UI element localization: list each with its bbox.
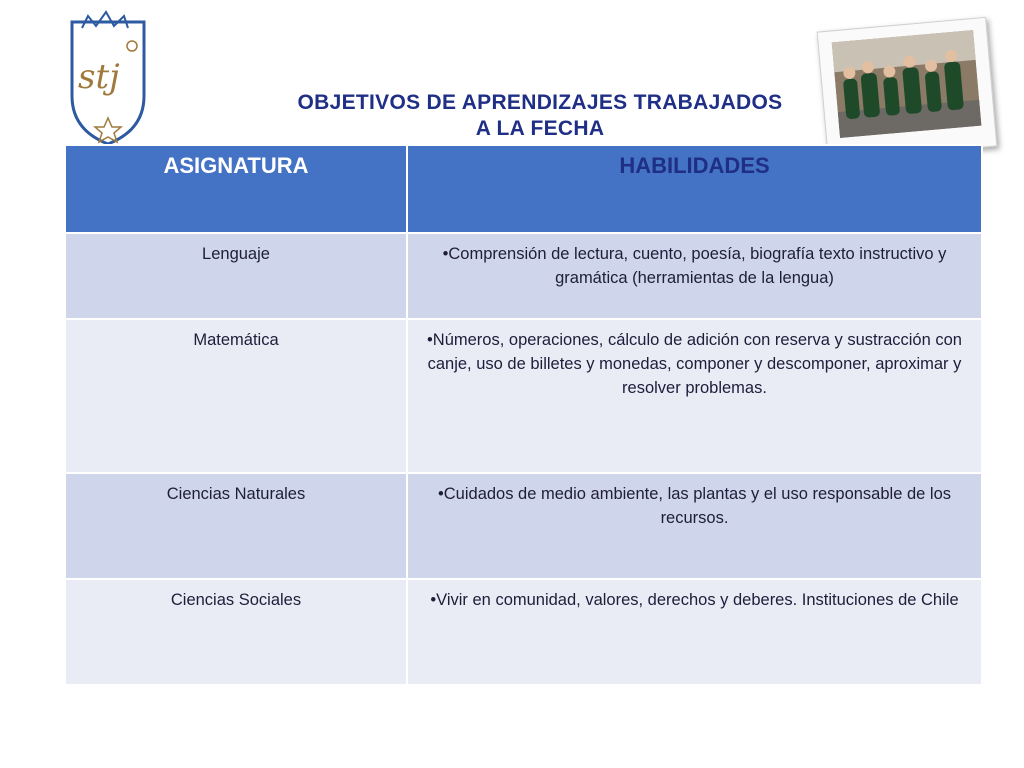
svg-text:stj: stj (78, 57, 120, 97)
skills-cell: •Vivir en comunidad, valores, derechos y deberes. Instituciones de Chile (407, 579, 982, 685)
title-line-1: OBJETIVOS DE APRENDIZAJES TRABAJADOS (297, 91, 783, 114)
subject-cell: Lenguaje (65, 233, 407, 319)
table-row (65, 473, 982, 579)
subject-cell: Matemática (65, 319, 407, 473)
skills-table (64, 144, 983, 686)
header-asignatura: ASIGNATURA (65, 145, 407, 233)
table-row (65, 579, 982, 685)
subject-cell: Ciencias Naturales (65, 473, 407, 579)
skills-cell: •Números, operaciones, cálculo de adición con reserva y sustracción con canje, uso de billetes y monedas, componer y descomponer, aproximar y resolver problemas. (407, 319, 982, 473)
skills-cell: •Comprensión de lectura, cuento, poesía, biografía texto instructivo y gramática (herramientas de la lengua) (407, 233, 982, 319)
table-header-row (65, 145, 982, 233)
school-crest-logo (58, 10, 156, 148)
title-line-2: A LA FECHA (475, 117, 605, 140)
subject-cell: Ciencias Sociales (65, 579, 407, 685)
students-photo (817, 17, 998, 161)
table-row (65, 319, 982, 473)
skills-cell: •Cuidados de medio ambiente, las plantas y el uso responsable de los recursos. (407, 473, 982, 579)
page-title (190, 90, 890, 142)
table-row (65, 233, 982, 319)
header-habilidades: HABILIDADES (407, 145, 982, 233)
